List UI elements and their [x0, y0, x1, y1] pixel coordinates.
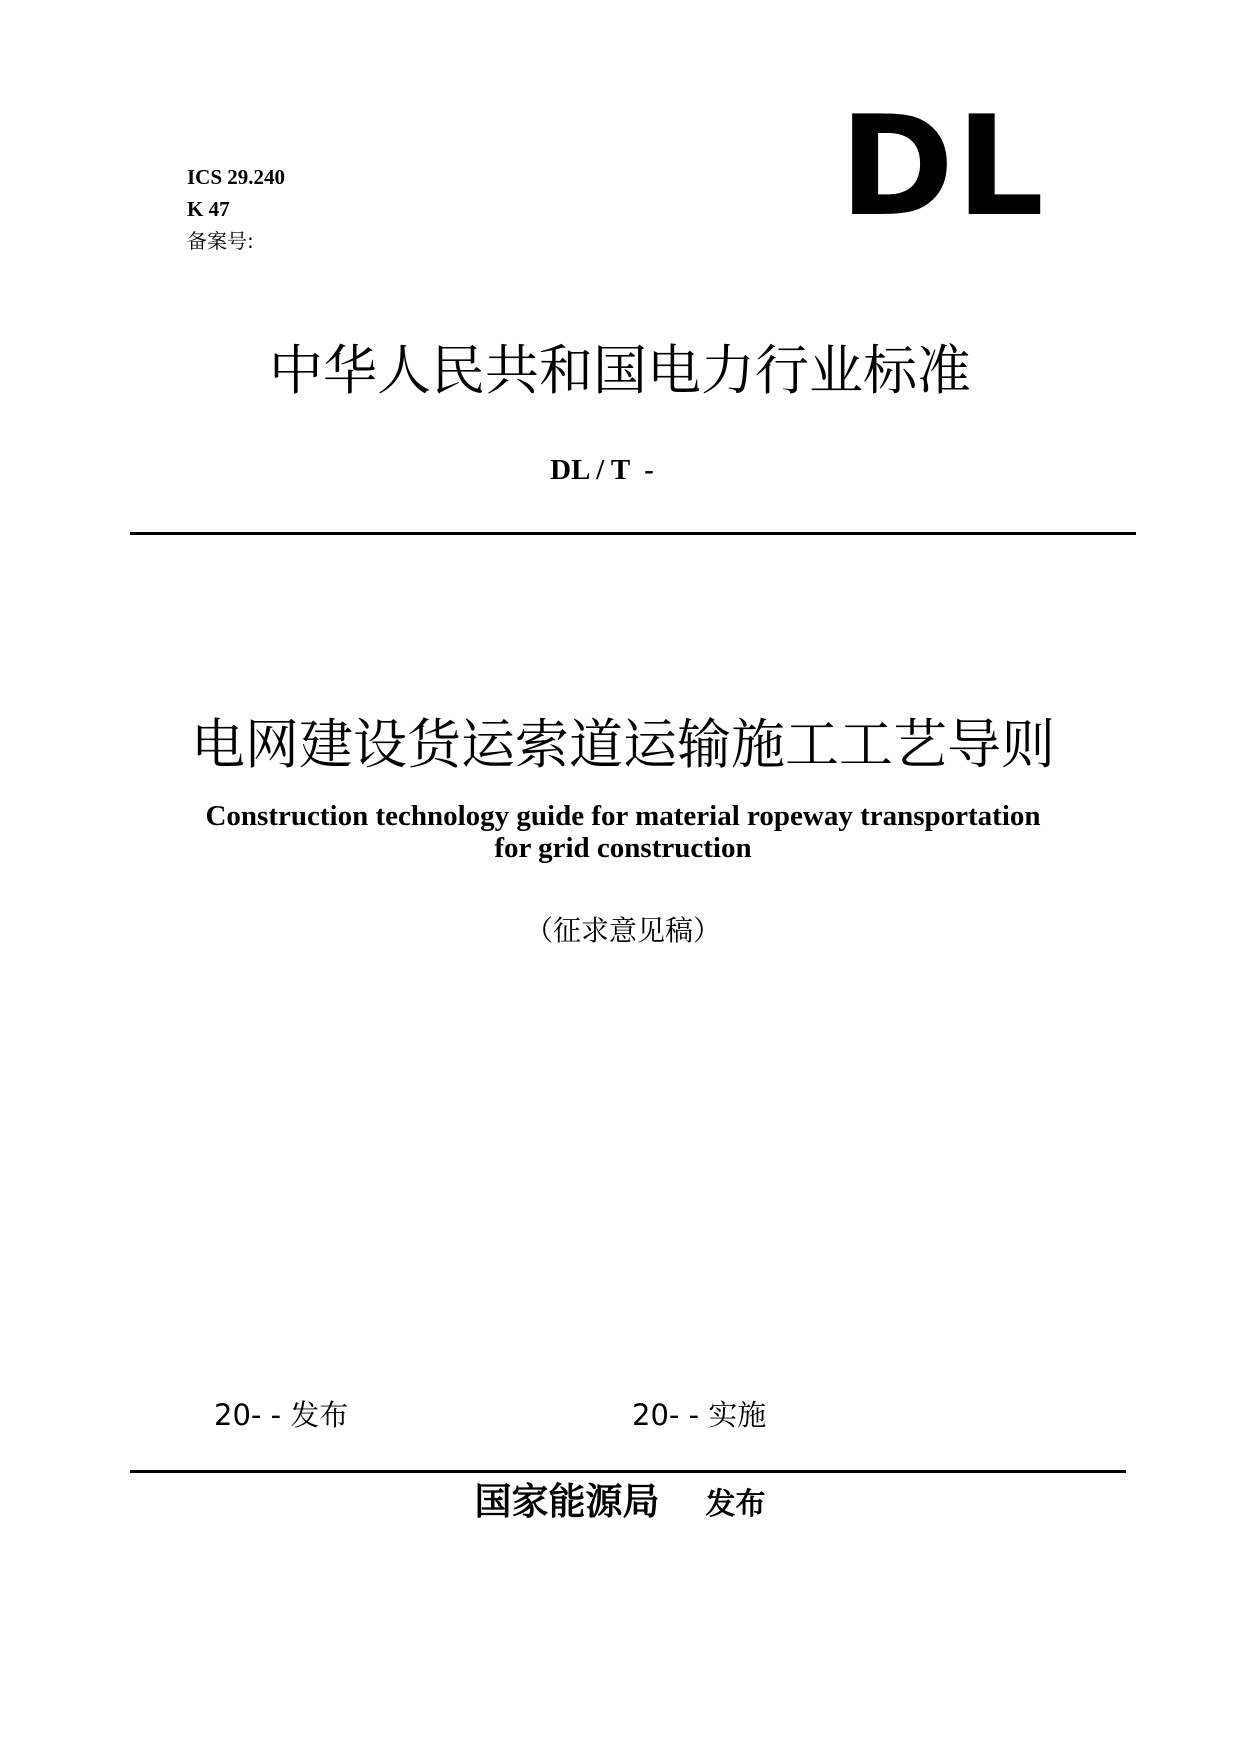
issuer-action: 发布 [705, 1487, 766, 1522]
filing-number-label: 备案号: [187, 229, 254, 253]
ics-code: ICS 29.240 [187, 165, 286, 189]
issuer-block [0, 1478, 1240, 1529]
document-title-english-line-1: Construction technology guide for material ropeway transportation [205, 800, 1041, 832]
document-title-english [0, 800, 1240, 864]
ccs-code: K 47 [187, 197, 230, 221]
standard-category-title: 中华人民共和国电力行业标准 [269, 339, 971, 402]
publish-date: 20- - 发布 [214, 1398, 349, 1432]
header-divider [130, 532, 1136, 535]
effective-date: 20- - 实施 [632, 1398, 767, 1432]
draft-status: （征求意见稿） [524, 914, 721, 947]
standard-code: DL / T - [550, 454, 654, 486]
document-title-english-line-2: for grid construction [494, 832, 752, 864]
footer-divider [130, 1470, 1126, 1473]
issuer-name: 国家能源局 [474, 1480, 660, 1523]
document-title-chinese: 电网建设货运索道运输施工工艺导则 [191, 713, 1055, 776]
dl-logo: DL [839, 86, 1046, 247]
